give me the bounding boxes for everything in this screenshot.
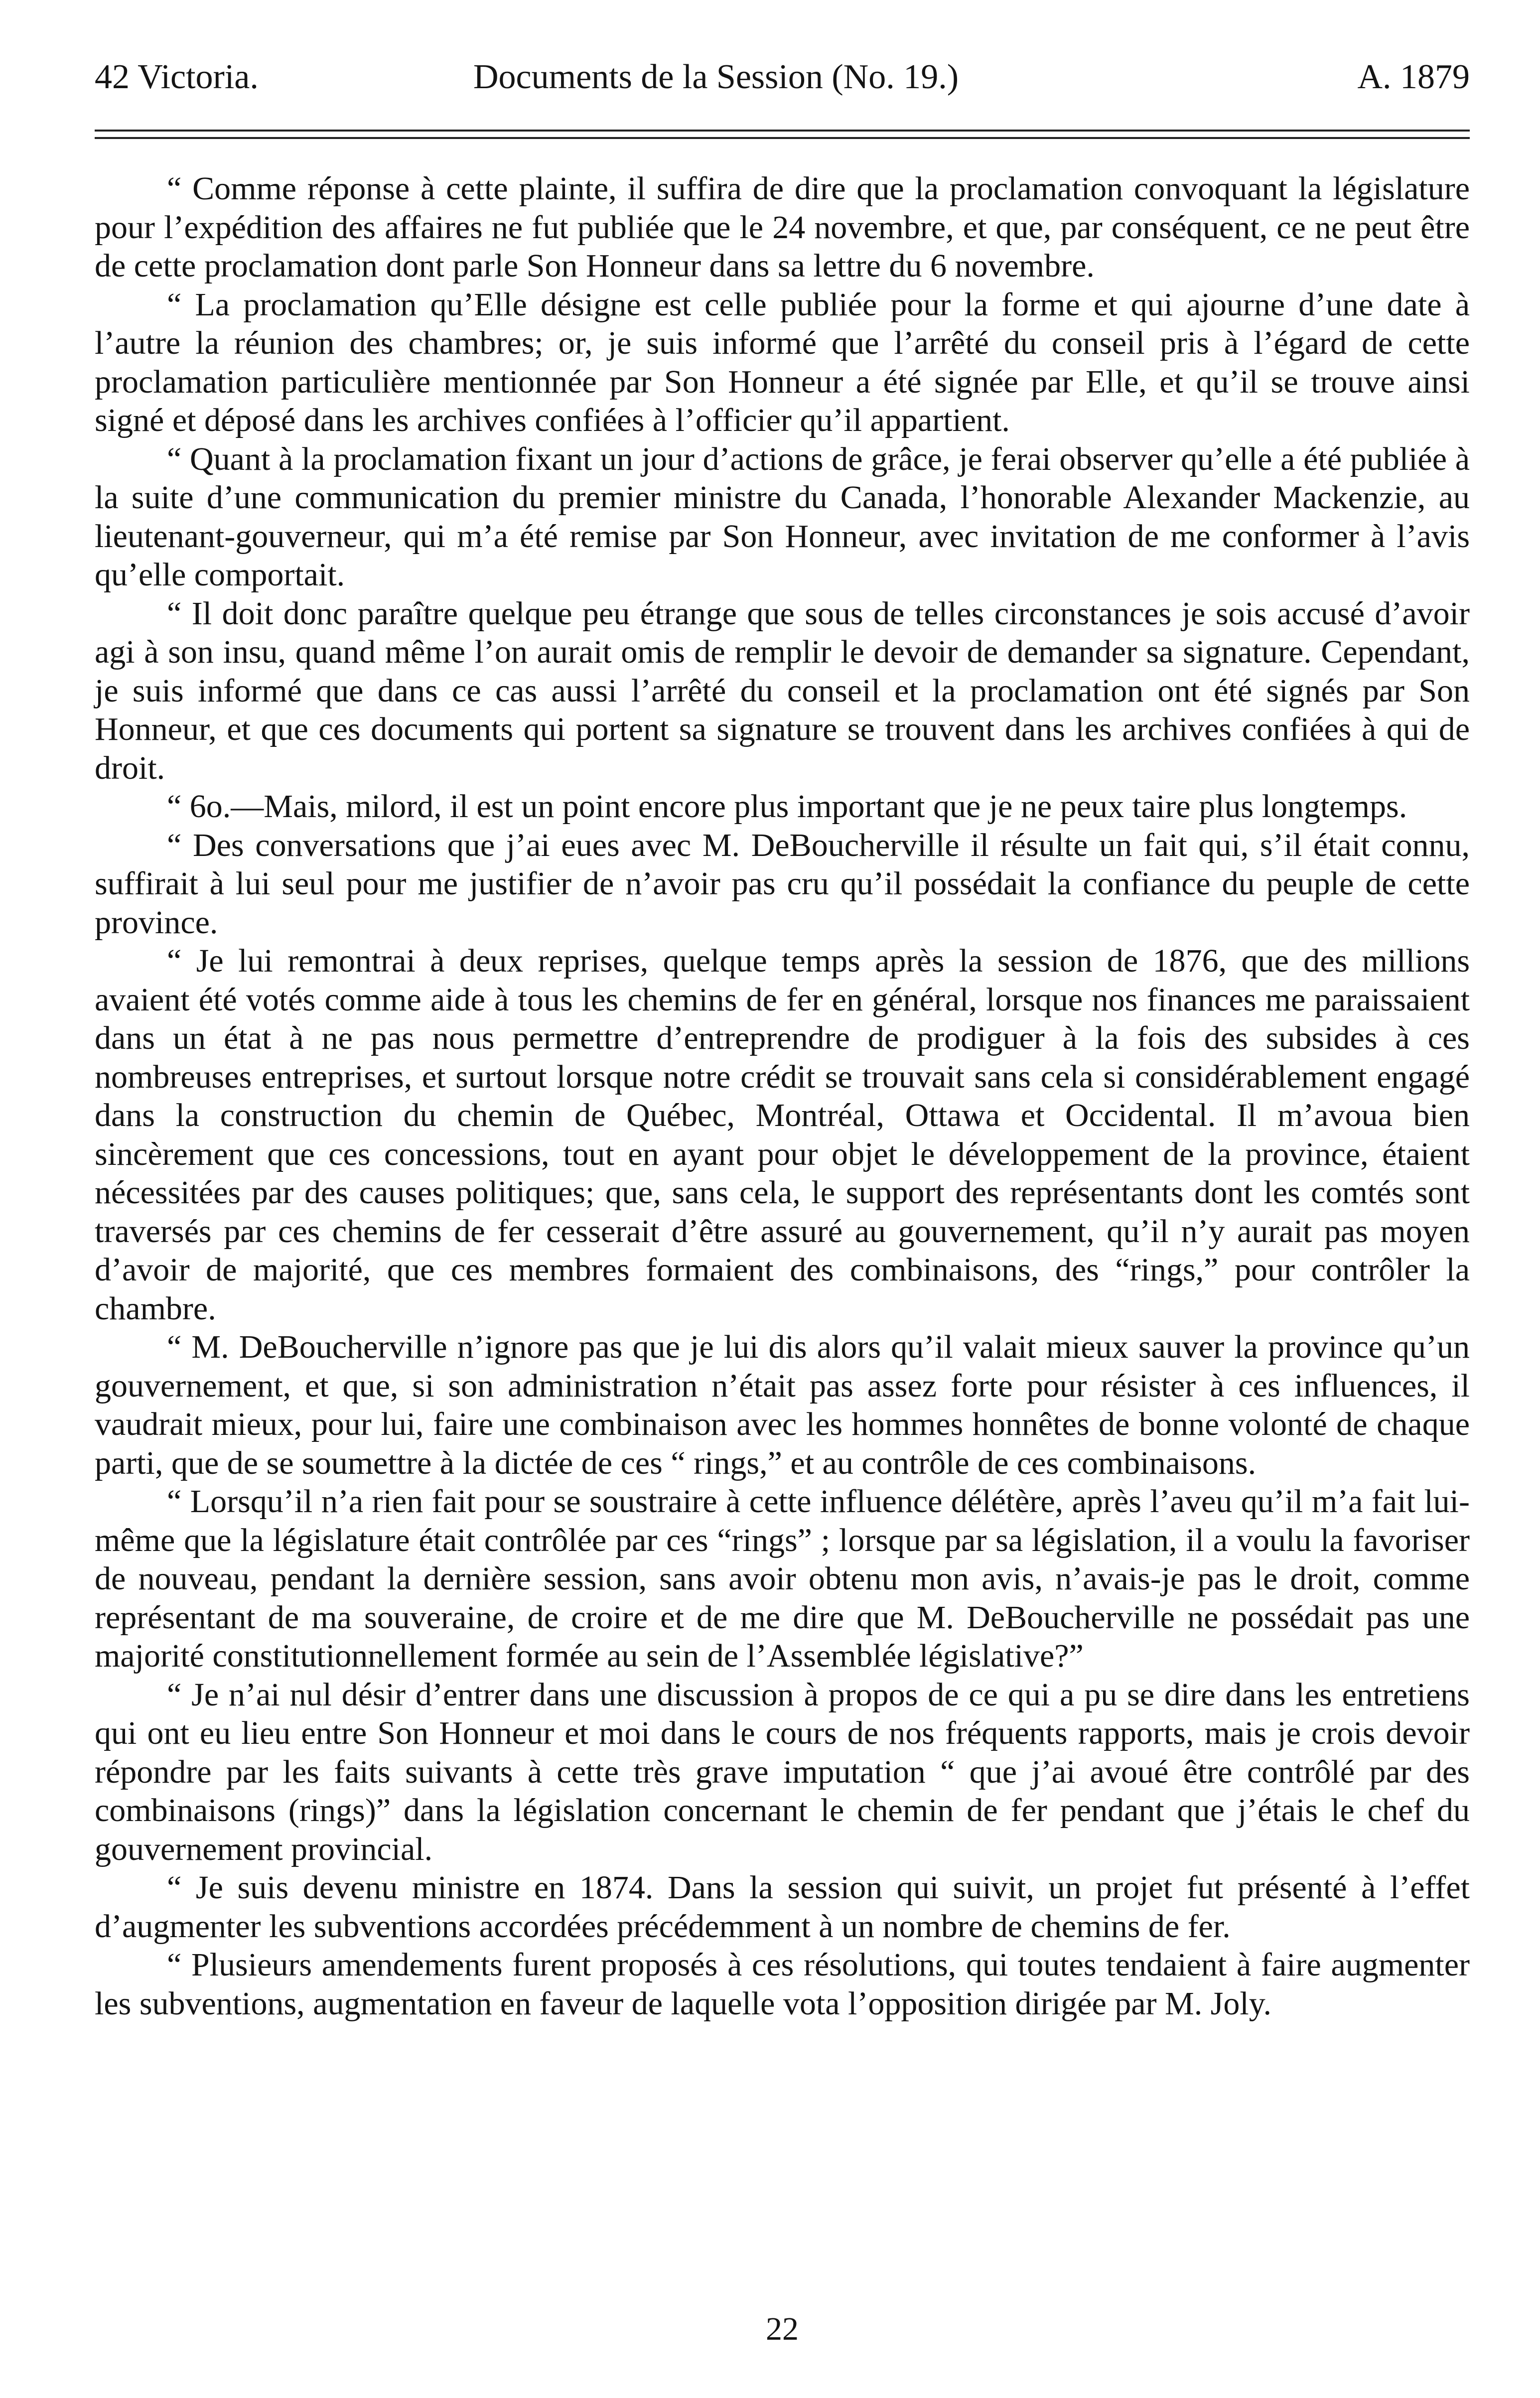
paragraph: “ Comme réponse à cette plainte, il suffira de dire que la proclamation convoquant la législature pour l’expédition des affaires ne fut publiée que le 24 novembre, et que, par conséquent, ce ne peut être de cette proclamation dont parle Son Honneur dans sa lettre du 6 novembre. — [95, 170, 1470, 284]
paragraph: “ Des conversations que j’ai eues avec M. DeBoucherville il résulte un fait qui, s’il était connu, suffirait à lui seul pour me justifier de n’avoir pas cru qu’il possédait la confiance du peuple de cette province. — [95, 827, 1470, 941]
header-title: Documents de la Session (No. 19.) — [473, 58, 959, 96]
header-volume: 42 Victoria. — [95, 58, 259, 96]
paragraph: “ Je n’ai nul désir d’entrer dans une discussion à propos de ce qui a pu se dire dans les entretiens qui ont eu lieu entre Son Honneur et moi dans le cours de nos fréquents rapports, mais je crois devoir répondre par les faits suivants à cette très grave imputation “ que j’ai avoué être contrôlé par des combinaisons (rings)” dans la législation concernant le chemin de fer pendant que j’étais le chef du gouvernement provincial. — [95, 1676, 1470, 1867]
paragraph: “ Il doit donc paraître quelque peu étrange que sous de telles circonstances je sois accusé d’avoir agi à son insu, quand même l’on aurait omis de remplir le devoir de demander sa signature. Cependant, je suis informé que dans ce cas aussi l’arrêté du conseil et la proclamation ont été signés par Son Honneur, et que ces documents qui portent sa signature se trouvent dans les archives confiées à qui de droit. — [95, 595, 1470, 786]
paragraph: “ 6o.—Mais, milord, il est un point encore plus important que je ne peux taire plus longtemps. — [167, 788, 1407, 825]
paragraph: “ Je lui remontrai à deux reprises, quelque temps après la session de 1876, que des millions avaient été votés comme aide à tous les chemins de fer en général, lorsque nos finances me paraissaient dans un état à ne pas nous permettre d’entreprendre de prodiguer à la fois des subsides à ces nombreuses entreprises, et surtout lorsque notre crédit se trouvait sans cela si considérablement engagé dans la construction du chemin de Québec, Montréal, Ottawa et Occidental. Il m’avoua bien sincèrement que ces concessions, tout en ayant pour objet le développement de la province, étaient nécessitées par des causes politiques; que, sans cela, le support des représentants dont les comtés sont traversés par ces chemins de fer cesserait d’être assuré au gouvernement, qu’il n’y aurait pas moyen d’avoir de majorité, que ces membres formaient des combinaisons, des “rings,” pour contrôler la chambre. — [95, 943, 1470, 1327]
running-header — [95, 47, 1470, 112]
document-page — [95, 47, 1470, 2359]
paragraph: “ Quant à la proclamation fixant un jour d’actions de grâce, je ferai observer qu’elle a été publiée à la suite d’une communication du premier ministre du Canada, l’honorable Alexander Mackenzie, au lieutenant-gouverneur, qui m’a été remise par Son Honneur, avec invitation de me conformer à l’avis qu’elle comportait. — [95, 440, 1470, 593]
header-rule-top — [95, 130, 1470, 132]
paragraph: “ M. DeBoucherville n’ignore pas que je lui dis alors qu’il valait mieux sauver la province qu’un gouvernement, et que, si son administration n’était pas assez forte pour résister à ces influences, il vaudrait mieux, pour lui, faire une combinaison avec les hommes honnêtes de bonne volonté de chaque parti, que de se soumettre à la dictée de ces “ rings,” et au contrôle de ces combinaisons. — [95, 1329, 1470, 1481]
header-rule-bottom — [95, 137, 1470, 139]
body-text — [95, 169, 1470, 2023]
paragraph: “ Je suis devenu ministre en 1874. Dans la session qui suivit, un projet fut présenté à l’effet d’augmenter les subventions accordées précédemment à un nombre de chemins de fer. — [95, 1869, 1470, 1945]
page-number: 22 — [766, 2311, 799, 2347]
paragraph: “ La proclamation qu’Elle désigne est celle publiée pour la forme et qui ajourne d’une date à l’autre la réunion des chambres; or, je suis informé que l’arrêté du conseil pris à l’égard de cette proclamation particulière mentionnée par Son Honneur a été signée par Elle, et qu’il se trouve ainsi signé et déposé dans les archives confiées à l’officier qu’il appartient. — [95, 286, 1470, 438]
header-year: A. 1879 — [1357, 58, 1470, 96]
paragraph: “ Plusieurs amendements furent proposés à ces résolutions, qui toutes tendaient à faire augmenter les subventions, augmentation en faveur de laquelle vota l’opposition dirigée par M. Joly. — [95, 1947, 1470, 2022]
paragraph: “ Lorsqu’il n’a rien fait pour se soustraire à cette influence délétère, après l’aveu qu’il m’a fait lui-même que la législature était contrôlée par ces “rings” ; lorsque par sa législation, il a voulu la favoriser de nouveau, pendant la dernière session, sans avoir obtenu mon avis, n’avais-je pas le droit, comme représentant de ma souveraine, de croire et de me dire que M. DeBoucherville ne possédait pas une majorité constitutionnellement formée au sein de l’Assemblée législative?” — [95, 1483, 1470, 1674]
